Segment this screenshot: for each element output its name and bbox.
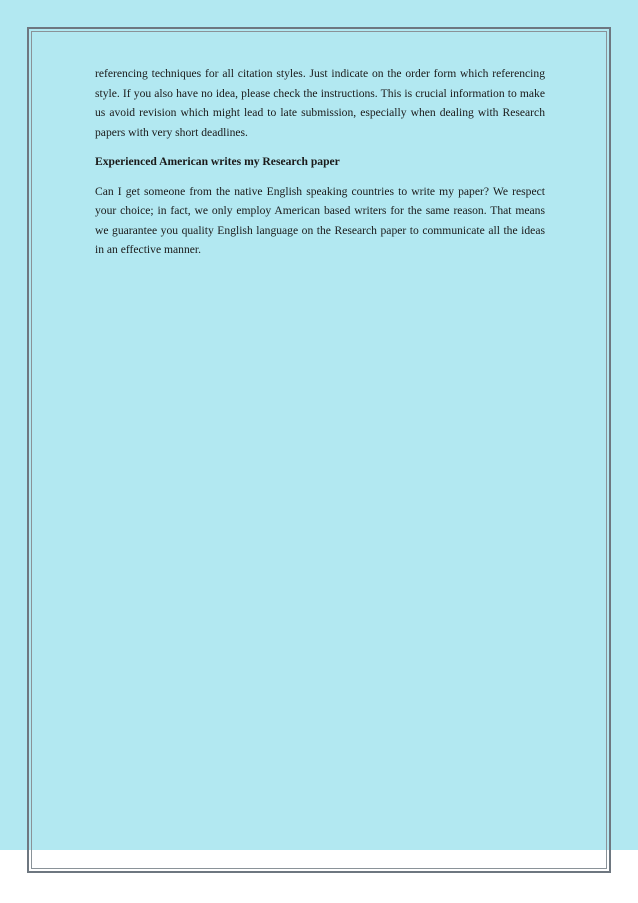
body-paragraph: Can I get someone from the native English speaking countries to write my paper? We respect your choice; in fact, we only employ American based writers for the same reason. That means we guarantee you quality English language on the Research paper to communicate all the ideas in an effective manner. xyxy=(95,184,545,256)
body-paragraph: referencing techniques for all citation styles. Just indicate on the order form which referencing style. If you also have no idea, please check the instructions. This is crucial information to make us avoid revision which might lead to late submission, especially when dealing with Research papers with very short deadlines. xyxy=(95,67,545,139)
document-body xyxy=(95,64,545,260)
section-heading: Experienced American writes my Research paper xyxy=(95,155,340,168)
